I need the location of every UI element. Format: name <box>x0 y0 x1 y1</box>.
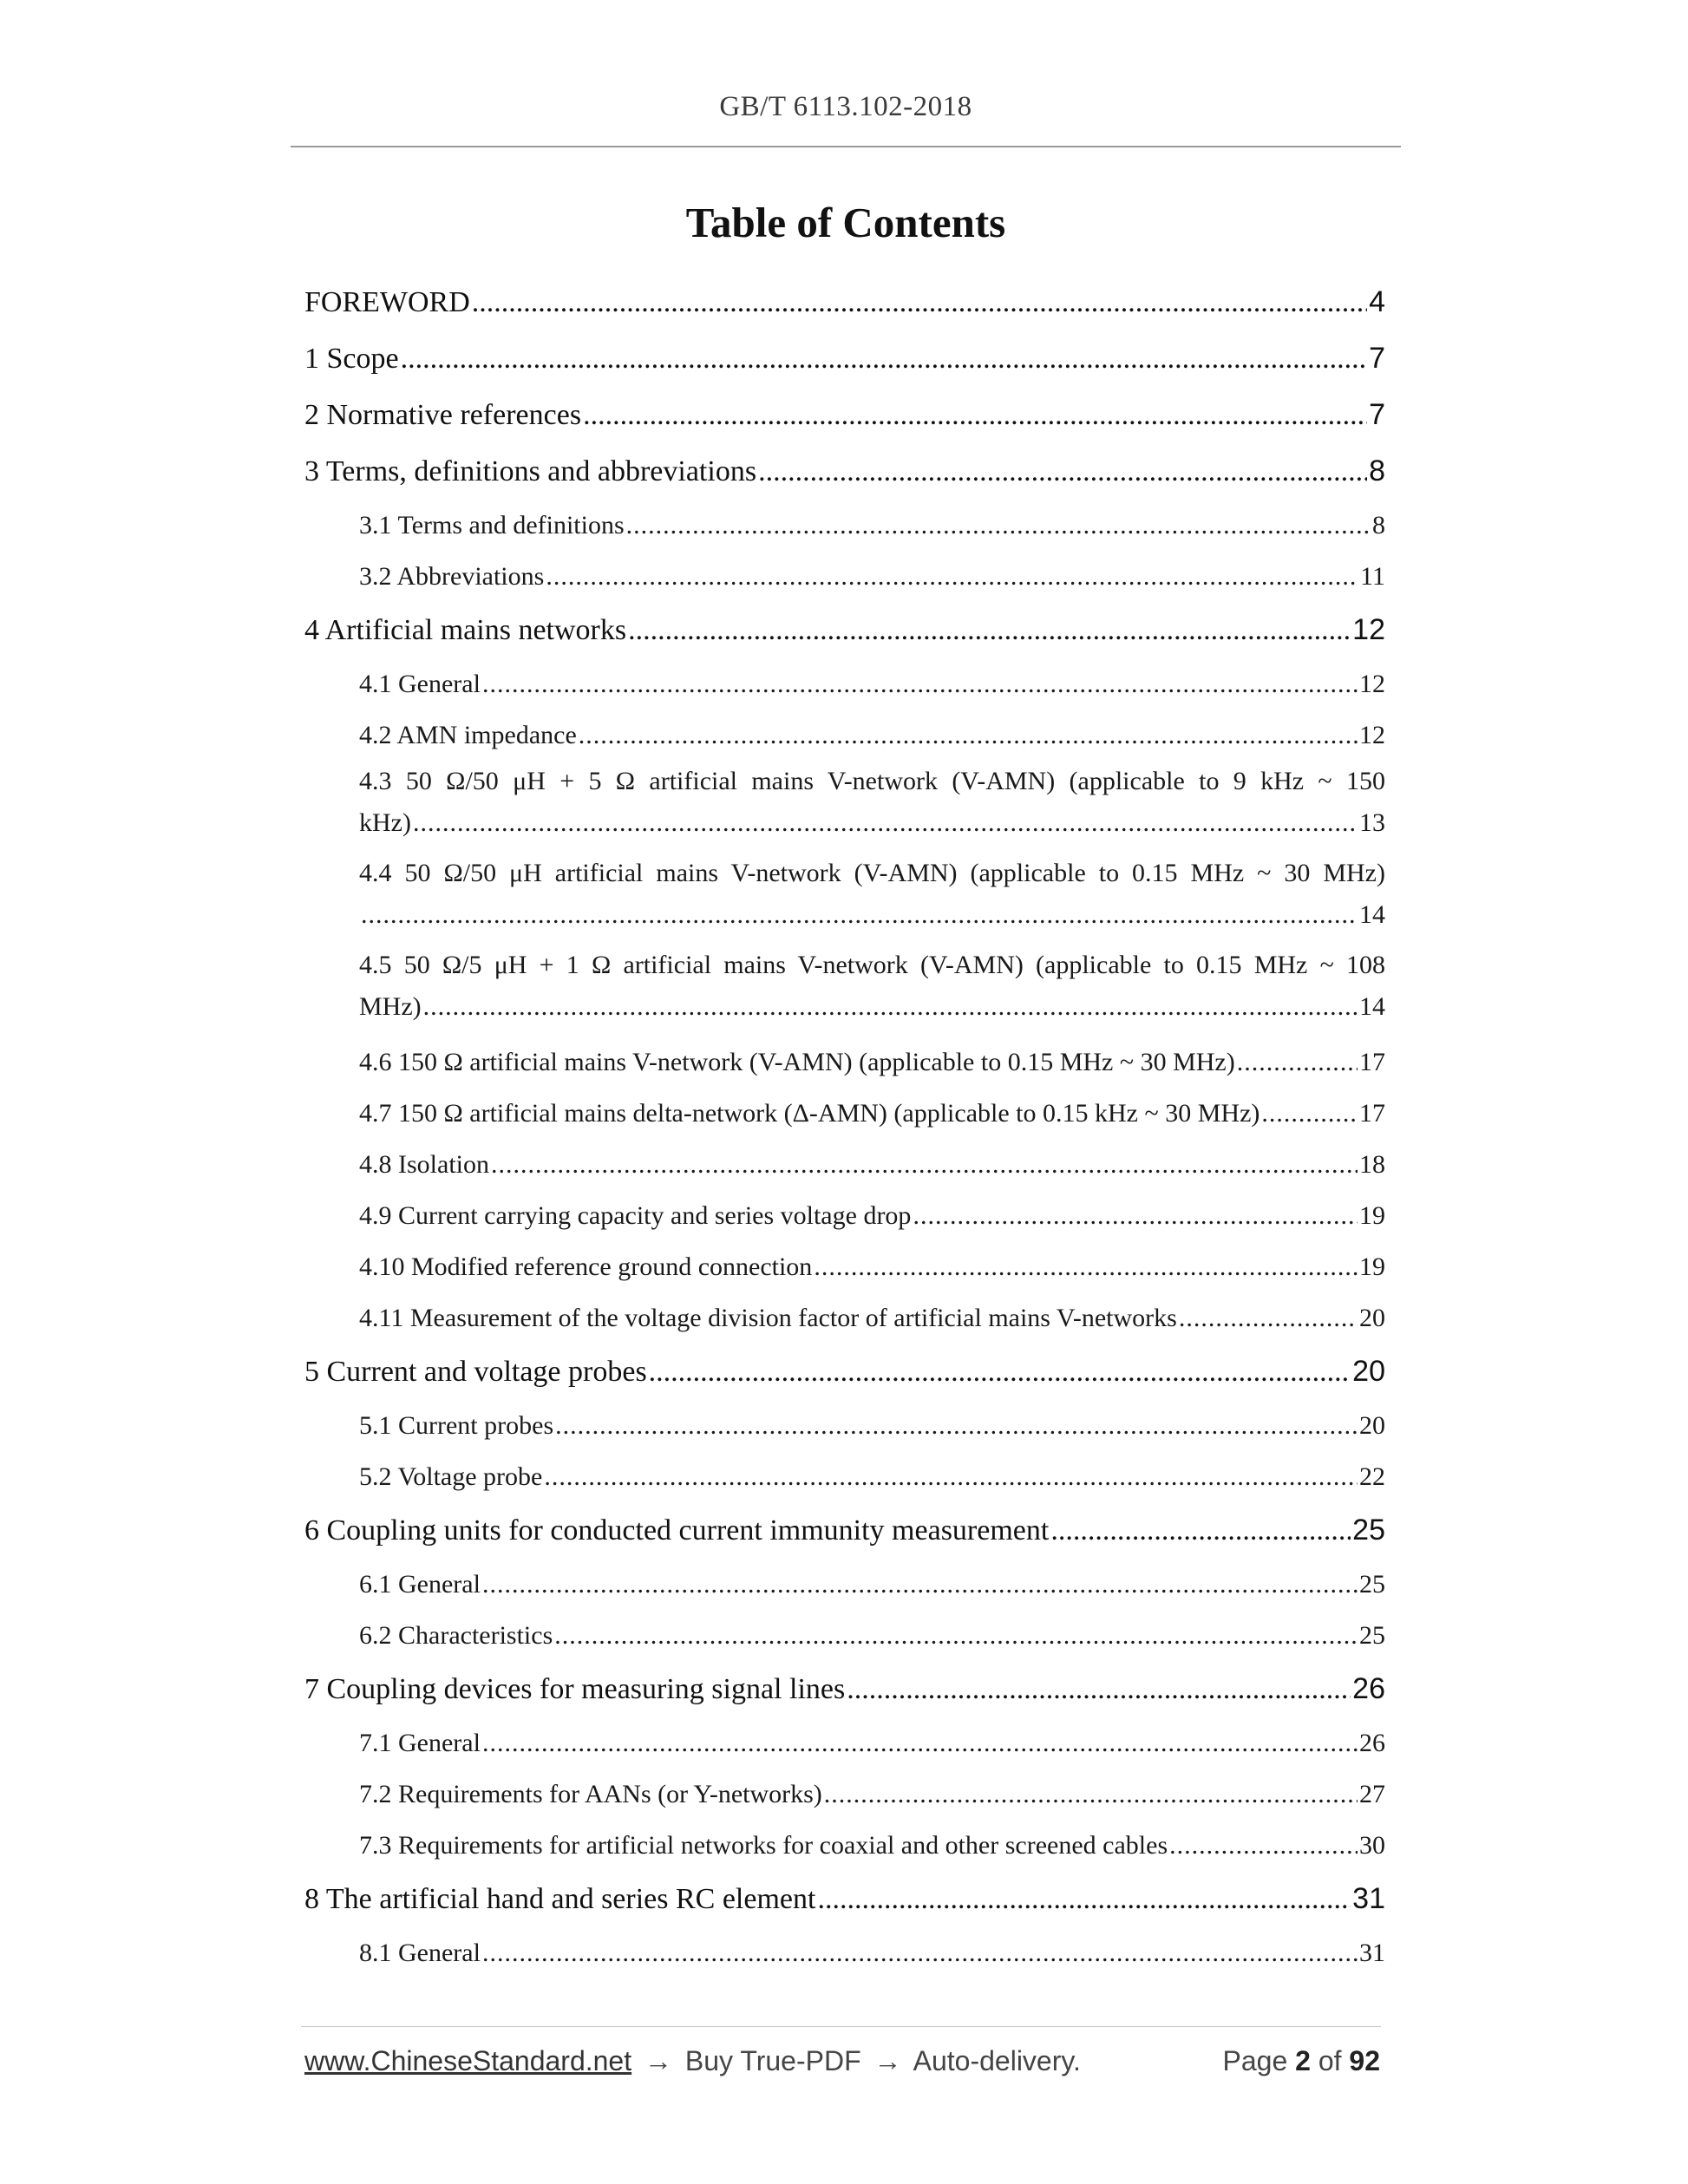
dot-leader <box>628 602 1351 658</box>
toc-entry-label: 7.3 Requirements for artificial networks for coaxial and other screened cables <box>359 1831 1168 1860</box>
current-page: 2 <box>1295 2045 1311 2076</box>
toc-entry-page: 31 <box>1352 1882 1385 1915</box>
toc-entry-page: 26 <box>1352 1672 1385 1705</box>
toc-entry-page: 4 <box>1369 285 1385 318</box>
dot-leader <box>482 1927 1358 1978</box>
dot-leader <box>491 1139 1358 1190</box>
toc-entry-label: 4.9 Current carrying capacity and series voltage drop <box>359 1201 912 1230</box>
page-word: Page <box>1222 2045 1288 2076</box>
dot-leader <box>472 274 1367 330</box>
toc-entry-page: 12 <box>1359 721 1385 749</box>
toc-entry-label-line2: MHz) <box>359 992 422 1021</box>
toc-entry-label: 3.2 Abbreviations <box>359 562 545 591</box>
dot-leader <box>482 1717 1358 1769</box>
toc-entry-label: 4.8 Isolation <box>359 1150 489 1179</box>
toc-entry-label: 8.1 General <box>359 1939 481 1967</box>
toc-entry-label: 7 Coupling devices for measuring signal lines <box>304 1673 846 1705</box>
dot-leader <box>758 443 1367 500</box>
toc-entry-label: 5 Current and voltage probes <box>304 1356 647 1388</box>
toc-entry-page: 13 <box>1359 808 1385 837</box>
toc-entry-4-1[interactable] <box>304 658 1385 709</box>
dot-leader <box>423 985 1358 1029</box>
dot-leader <box>1237 1036 1358 1088</box>
dot-leader <box>583 387 1367 443</box>
toc-entry-page: 19 <box>1359 1252 1385 1281</box>
auto-delivery-text: Auto-delivery. <box>913 2045 1081 2076</box>
header-divider <box>291 146 1401 147</box>
toc-entry-2[interactable] <box>304 387 1385 443</box>
toc-entry-label: 1 Scope <box>304 343 399 375</box>
toc-entry-page: 17 <box>1359 1099 1385 1128</box>
toc-entry-3[interactable] <box>304 443 1385 500</box>
toc-entry-page: 14 <box>1359 992 1385 1021</box>
toc-entry-page: 26 <box>1359 1729 1385 1757</box>
toc-entry-label: 4.2 AMN impedance <box>359 721 577 749</box>
toc-entry-label-line1: 4.5 50 Ω/5 μH + 1 Ω artificial mains V-network (V-AMN) (applicable to 0.15 MHz ~ 108 <box>359 951 1385 979</box>
toc-entry-page: 17 <box>1359 1048 1385 1076</box>
toc-entry-label-line1: 4.3 50 Ω/50 μH + 5 Ω artificial mains V-network (V-AMN) (applicable to 9 kHz ~ 150 <box>359 767 1385 795</box>
toc-entry-label: 3 Terms, definitions and abbreviations <box>304 455 757 487</box>
dot-leader <box>1169 1820 1358 1871</box>
dot-leader <box>555 1400 1358 1451</box>
buy-pdf-text: Buy True-PDF <box>684 2045 861 2076</box>
dot-leader <box>544 1451 1358 1502</box>
toc-entry-4-5[interactable] <box>304 945 1385 1036</box>
toc-entry-label: 7.2 Requirements for AANs (or Y-networks) <box>359 1780 822 1808</box>
toc-entry-3-2[interactable] <box>304 551 1385 602</box>
toc-entry-7-1[interactable] <box>304 1717 1385 1769</box>
toc-entry-6-1[interactable] <box>304 1559 1385 1610</box>
toc-entry-label: 3.1 Terms and definitions <box>359 511 625 539</box>
toc-entry-page: 12 <box>1359 670 1385 698</box>
dot-leader <box>554 1610 1358 1661</box>
page-title: Table of Contents <box>685 199 1006 246</box>
toc-entry-page: 25 <box>1352 1514 1385 1546</box>
toc-entry-6-2[interactable] <box>304 1610 1385 1661</box>
arrow-right-icon: → <box>873 2045 902 2076</box>
dot-leader <box>649 1344 1351 1400</box>
dot-leader <box>1179 1292 1358 1344</box>
toc-entry-7[interactable] <box>304 1661 1385 1717</box>
page-footer <box>304 2045 1380 2077</box>
page-number <box>1223 2045 1380 2077</box>
toc-entry-label: 4.7 150 Ω artificial mains delta-network (Δ-AMN) (applicable to 0.15 kHz ~ 30 MHz) <box>359 1099 1260 1128</box>
toc-entry-page: 8 <box>1372 511 1385 539</box>
toc-entry-page: 25 <box>1359 1570 1385 1599</box>
toc-entry-3-1[interactable] <box>304 500 1385 551</box>
toc-entry-label-line1: 4.4 50 Ω/50 μH artificial mains V-network (V-AMN) (applicable to 0.15 MHz ~ 30 MHz) <box>359 859 1385 887</box>
dot-leader <box>482 1559 1358 1610</box>
dot-leader <box>913 1190 1358 1241</box>
toc-entry-page: 27 <box>1359 1780 1385 1808</box>
toc-entry-4-9[interactable] <box>304 1190 1385 1241</box>
toc-entry-page: 19 <box>1359 1201 1385 1230</box>
toc-entry-label: 6 Coupling units for conducted current immunity measurement <box>304 1514 1050 1546</box>
toc-entry-page: 11 <box>1360 562 1385 591</box>
toc-entry-page: 12 <box>1352 613 1385 646</box>
toc-entry-1[interactable] <box>304 330 1385 387</box>
toc-entry-page: 14 <box>1359 900 1385 929</box>
toc-entry-label: 4.11 Measurement of the voltage division factor of artificial mains V-networks <box>359 1304 1177 1332</box>
toc-entry-label: 4.6 150 Ω artificial mains V-network (V-AMN) (applicable to 0.15 MHz ~ 30 MHz) <box>359 1048 1235 1076</box>
toc-entry-4-3[interactable] <box>304 761 1385 853</box>
dot-leader <box>401 330 1367 387</box>
dot-leader <box>1050 1502 1351 1559</box>
toc-entry-label: 2 Normative references <box>304 399 582 431</box>
site-link[interactable]: www.ChineseStandard.net <box>304 2045 632 2076</box>
dot-leader <box>817 1871 1351 1927</box>
toc-entry-label: 7.1 General <box>359 1729 481 1757</box>
of-word: of <box>1318 2045 1342 2076</box>
dot-leader <box>626 500 1371 551</box>
toc-entry-7-3[interactable] <box>304 1820 1385 1871</box>
toc-entry-5-2[interactable] <box>304 1451 1385 1502</box>
toc-entry-5[interactable] <box>304 1344 1385 1400</box>
footer-promo <box>304 2045 1081 2077</box>
toc-entry-4-2[interactable] <box>304 709 1385 761</box>
total-pages: 92 <box>1349 2045 1380 2076</box>
toc-entry-4-6[interactable] <box>304 1036 1385 1088</box>
toc-entry-page: 7 <box>1369 398 1385 431</box>
toc-entry-page: 20 <box>1359 1411 1385 1440</box>
toc-entry-label: 8 The artificial hand and series RC element <box>304 1883 816 1915</box>
toc-entry-8[interactable] <box>304 1871 1385 1927</box>
arrow-right-icon: → <box>644 2045 672 2076</box>
toc-entry-page: 25 <box>1359 1621 1385 1650</box>
toc-entry-label: 4.1 General <box>359 670 481 698</box>
dot-leader <box>482 658 1358 709</box>
dot-leader <box>546 551 1358 602</box>
toc-entry-4[interactable] <box>304 602 1385 658</box>
toc-entry-label: 5.1 Current probes <box>359 1411 554 1440</box>
toc-entry-4-8[interactable] <box>304 1139 1385 1190</box>
toc-entry-4-7[interactable] <box>304 1088 1385 1139</box>
toc-entry-page: 7 <box>1369 342 1385 375</box>
dot-leader <box>1261 1088 1358 1139</box>
toc-entry-label: 4 Artificial mains networks <box>304 614 627 646</box>
toc-entry-page: 30 <box>1359 1831 1385 1860</box>
document-id-header: GB/T 6113.102-2018 <box>719 91 972 122</box>
dot-leader <box>579 709 1358 761</box>
dot-leader <box>824 1769 1358 1820</box>
toc-entry-4-11[interactable] <box>304 1292 1385 1344</box>
toc-entry-4-10[interactable] <box>304 1241 1385 1292</box>
toc-entry-label: 4.10 Modified reference ground connection <box>359 1252 813 1281</box>
toc-entry-label-line2: kHz) <box>359 808 411 837</box>
toc-entry-7-2[interactable] <box>304 1769 1385 1820</box>
toc-entry-6[interactable] <box>304 1502 1385 1559</box>
toc-entry-8-1[interactable] <box>304 1927 1385 1978</box>
toc-entry-page: 22 <box>1359 1462 1385 1491</box>
toc-entry-page: 18 <box>1359 1150 1385 1179</box>
toc-entry-label: FOREWORD <box>304 286 470 318</box>
dot-leader <box>413 801 1358 845</box>
toc-entry-foreword[interactable] <box>304 274 1385 330</box>
toc-entry-label: 6.2 Characteristics <box>359 1621 553 1650</box>
toc-entry-page: 31 <box>1359 1939 1385 1967</box>
toc-entry-page: 8 <box>1369 454 1385 487</box>
dot-leader <box>361 893 1358 937</box>
footer-divider <box>301 2026 1381 2027</box>
dot-leader <box>814 1241 1358 1292</box>
toc-entry-5-1[interactable] <box>304 1400 1385 1451</box>
table-of-contents <box>304 274 1385 1978</box>
toc-entry-label: 5.2 Voltage probe <box>359 1462 543 1491</box>
toc-entry-label: 6.1 General <box>359 1570 481 1599</box>
toc-entry-page: 20 <box>1352 1355 1385 1388</box>
toc-entry-page: 20 <box>1359 1304 1385 1332</box>
toc-entry-4-4[interactable] <box>304 853 1385 945</box>
dot-leader <box>847 1661 1351 1717</box>
